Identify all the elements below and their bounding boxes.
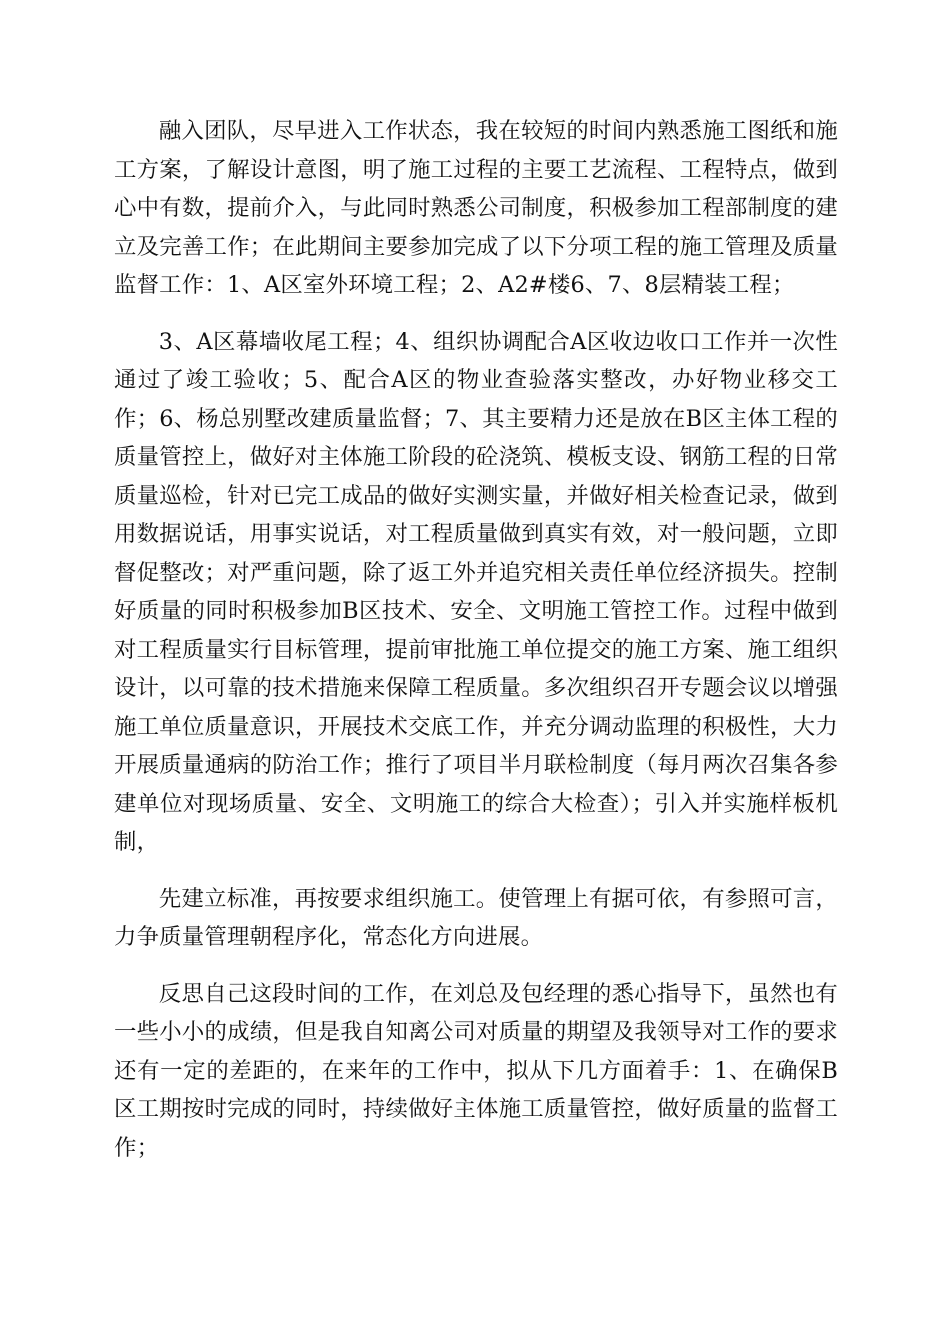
paragraph-4: 反思自己这段时间的工作，在刘总及包经理的悉心指导下，虽然也有一些小小的成绩，但是我自知离公司对质量的期望及我领导对工作的要求还有一定的差距的，在来年的工作中，拟从下几方面着手：1、在确保B区工期按时完成的同时，持续做好主体施工质量管控，做好质量的监督工作； <box>114 980 838 1161</box>
paragraph-2: 3、A区幕墙收尾工程；4、组织协调配合A区收边收口工作并一次性通过了竣工验收；5、配合A区的物业查验落实整改，办好物业移交工作；6、杨总别墅改建质量监督；7、其主要精力还是放在B区主体工程的质量管控上，做好对主体施工阶段的砼浇筑、模板支设、钢筋工程的日常质量巡检，针对已完工成品的做好实测实量，并做好相关检查记录，做到用数据说话，用事实说话，对工程质量做到真实有效，对一般问题，立即督促整改；对严重问题，除了返工外并追究相关责任单位经济损失。控制好质量的同时积极参加B区技术、安全、文明施工管控工作。过程中做到对工程质量实行目标管理，提前审批施工单位提交的施工方案、施工组织设计，以可靠的技术措施来保障工程质量。多次组织召开专题会议以增强施工单位质量意识，开展技术交底工作，并充分调动监理的积极性，大力开展质量通病的防治工作；推行了项目半月联检制度（每月两次召集各参建单位对现场质量、安全、文明施工的综合大检查）；引入并实施样板机制， <box>114 328 838 855</box>
paragraph-1: 融入团队，尽早进入工作状态，我在较短的时间内熟悉施工图纸和施工方案，了解设计意图，明了施工过程的主要工艺流程、工程特点，做到心中有数，提前介入，与此同时熟悉公司制度，积极参加工程部制度的建立及完善工作；在此期间主要参加完成了以下分项工程的施工管理及质量监督工作：1、A区室外环境工程；2、A2#楼6、7、8层精装工程； <box>114 118 838 298</box>
paragraph-3: 先建立标准，再按要求组织施工。使管理上有据可依，有参照可言，力争质量管理朝程序化，常态化方向进展。 <box>114 885 838 950</box>
